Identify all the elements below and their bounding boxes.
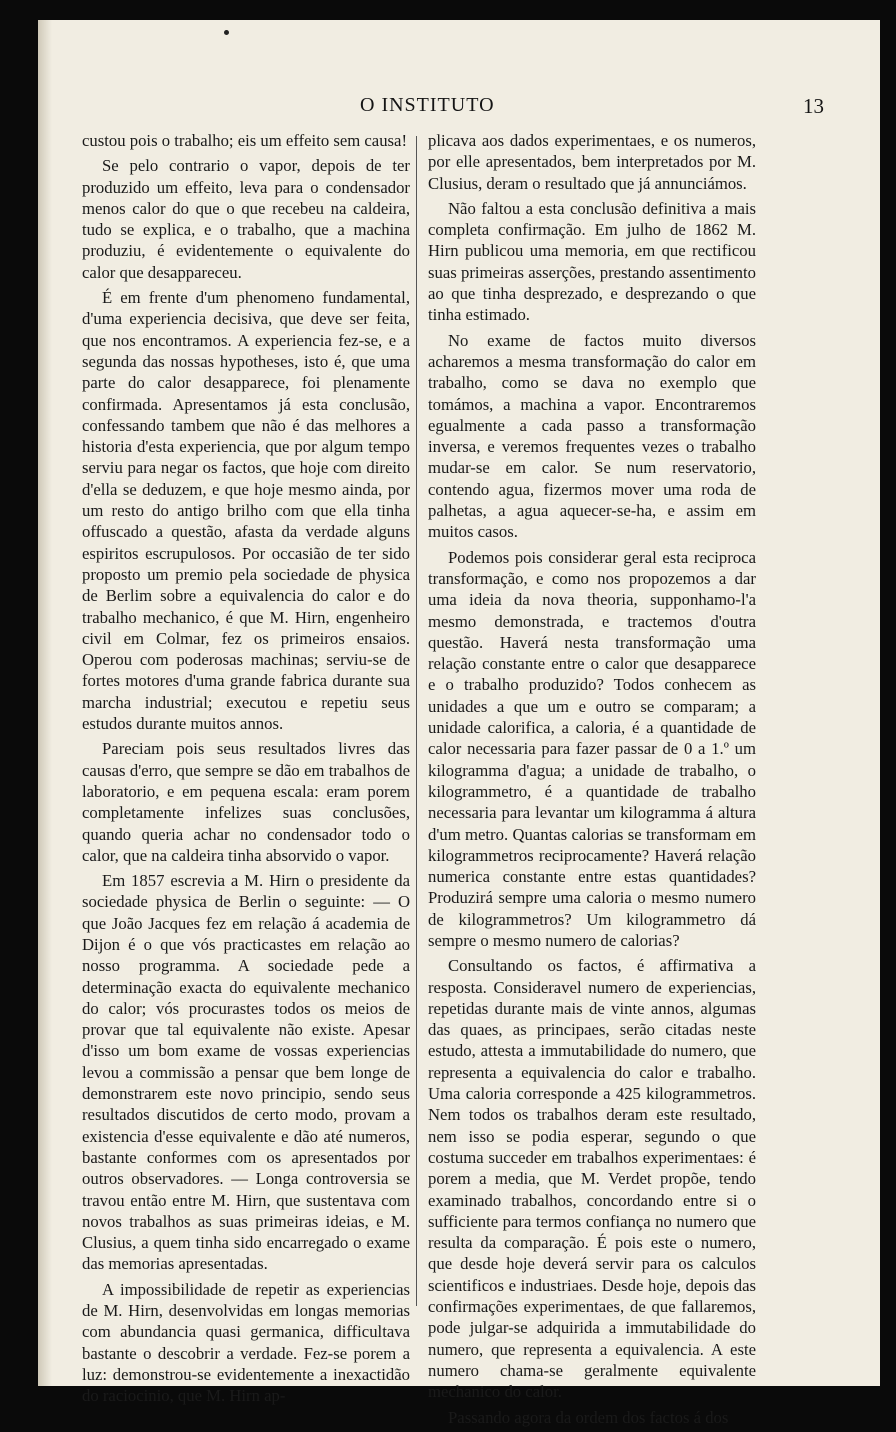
paragraph: É em frente d'um phenomeno fundamental, d'uma experiencia decisiva, que deve ser feita, que nos encontramos. A experiencia fez-se, e a segunda das nossas hypotheses, isto é, que uma parte do calor desapparece, foi plenamente confirmada. Apresentamos já esta conclusão, confessando tambem que não é das melhores a historia d'esta experiencia, que por algum tempo serviu para negar os factos, que hoje com direito d'ella se deduzem, e que hoje mesmo ainda, por um resto do antigo brilho com que ella tinha offuscado a questão, afasta da verdade alguns espiritos escrupulosos. Por occasião de ter sido proposto um premio pela sociedade de physica de Berlim sobre a equivalencia do calor e do trabalho mechanico, é que M. Hirn, engenheiro civil em Colmar, fez os primeiros ensaios. Operou com poderosas machinas; serviu-se de fortes motores d'uma grande fabrica durante sua marcha industrial; executou e repetiu seus estudos durante muitos annos. — [82, 288, 410, 734]
page — [38, 20, 880, 1427]
right-column — [428, 130, 756, 1432]
paragraph: Pareciam pois seus resultados livres das causas d'erro, que sempre se dão em trabalhos de laboratorio, e em pequena escala: eram porem completamente infelizes suas conclusões, quando queria achar no condensador todo o calor, que na caldeira tinha absorvido o vapor. — [82, 739, 410, 865]
paragraph: Passando agora da ordem dos factos á dos — [448, 1407, 729, 1427]
paragraph: A impossibilidade de repetir as experiencias de M. Hirn, desenvolvidas em longas memorias com abundancia quasi germanica, difficultava bastante o descobrir a verdade. Fez-se porem a luz: demonstrou-se evidentemente a inexactidão do raciocinio, que M. Hirn ap- — [82, 1279, 410, 1406]
paragraph: Consultando os factos, é affirmativa a resposta. Consideravel numero de experiencias, repetidas durante mais de vinte annos, algumas das quaes, as principaes, serão citadas neste estudo, attesta a immutabilidade do numero, que representa a equivalencia do calor e trabalho. Uma caloria corresponde a 425 kilogrammetros. Nem todos os trabalhos deram este resultado, nem isso se podia esperar, segundo o que costuma succeder em trabalhos experimentaes: é porem a media, que M. Verdet propõe, tendo examinado trabalhos, concordando entre si o sufficiente para termos confiança no numero que resulta da comparação. É pois este o numero, que desde hoje deverá servir para os calculos scientificos e industriaes. Desde hoje, depois das confirmações experimentaes, de que fallaremos, pode julgar-se adquirida a immutabilidade do numero, que representa a equivalencia. A este numero chama-se geralmente equivalente mechanico do calor. — [428, 956, 756, 1402]
paragraph: Não faltou a esta conclusão definitiva a mais completa confirmação. Em julho de 1862 M. Hirn publicou uma memoria, em que rectificou suas primeiras asserções, prestando assentimento ao que tinha desprezado, e desprezando o que tinha estimado. — [428, 198, 756, 325]
paragraph: custou pois o trabalho; eis um effeito sem causa! — [82, 131, 408, 150]
column-divider — [416, 136, 417, 1306]
page-number: 13 — [803, 94, 824, 118]
page-spine-shadow — [38, 20, 52, 1386]
paragraph: plicava aos dados experimentaes, e os numeros, por elle apresentados, bem interpretados por M. Clusius, deram o resultado que já annunciámos. — [428, 131, 756, 193]
paragraph: Em 1857 escrevia a M. Hirn o presidente da sociedade physica de Berlin o seguinte: — O que João Jacques fez em relação á academia de Dijon é o que vós practicastes em relação ao nosso programma. A sociedade pede a determinação exacta do equivalente mechanico do calor; vós procurastes todos os meios de provar que tal equivalente não existe. Apesar d'isso um bom exame de vossas experiencias levou a commissão a pensar que bem longe de demonstrarem este novo principio, sendo seus resultados discutidos de certo modo, provam a existencia d'esse equivalente e dão até numeros, bastante conformes com os apresentados por outros observadores. — Longa controversia se travou então entre M. Hirn, que sustentava com novos trabalhos as suas primeiras ideias, e M. Clusius, a quem tinha sido encarregado o exame das memorias apresentadas. — [82, 871, 410, 1274]
journal-title: O INSTITUTO — [360, 94, 495, 116]
paragraph: Podemos pois considerar geral esta reciproca transformação, e como nos propozemos a dar uma ideia da nova theoria, supponhamo-l'a mesmo demonstrada, e tractemos d'outra questão. Haverá nesta transformação uma relação constante entre o calor que desapparece e o trabalho produzido? Todos conhecem as unidades a que um e outro se comparam; a unidade calorifica, a caloria, é a quantidade de calor necessaria para fazer passar de 0 a 1.º um kilogramma d'agua; a unidade de trabalho, o kilogrammetro, é a quantidade de trabalho necessaria para levantar um kilogramma á altura d'um metro. Quantas calorias se transformam em kilogrammetros reciprocamente? Haverá relação numerica constante entre estas quantidades? Produzirá sempre uma caloria o mesmo numero de kilogrammetros? Um kilogrammetro dá sempre o mesmo numero de calorias? — [428, 547, 756, 950]
running-head — [38, 94, 880, 124]
left-column — [82, 130, 410, 1411]
ink-speck — [224, 30, 229, 35]
paragraph: Se pelo contrario o vapor, depois de ter produzido um effeito, leva para o condensador menos calor do que o que recebeu na caldeira, tudo se explica, e o trabalho, que a machina produziu, é evidentemente o equivalente do calor que desappareceu. — [82, 156, 410, 282]
paragraph: No exame de factos muito diversos acharemos a mesma transformação do calor em trabalho, como se dava no exemplo que tomámos, a machina a vapor. Encontraremos egualmente a cada passo a transformação inversa, e veremos frequentes vezes o trabalho mudar-se em calor. Se num reservatorio, contendo agua, fizermos mover uma roda de palhetas, a agua aquecer-se-ha, e assim em muitos casos. — [428, 330, 756, 542]
